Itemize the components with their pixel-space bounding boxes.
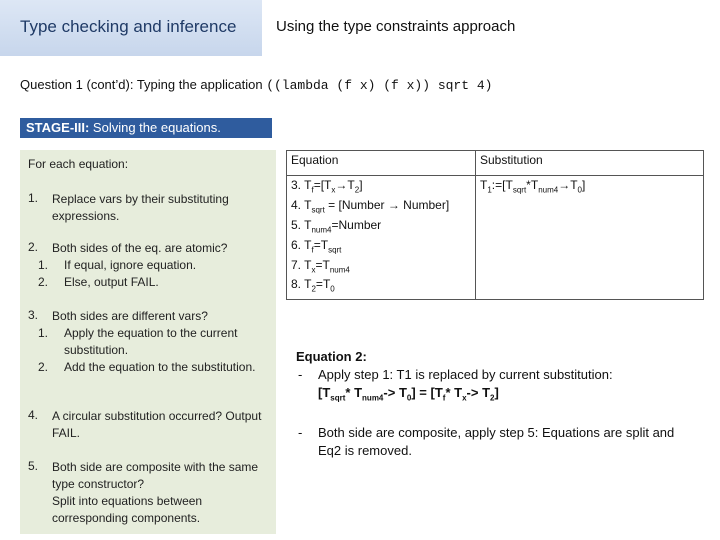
header-left-panel [0,0,262,56]
step-item [28,240,268,291]
step-extra-text: Split into equations between corresponding components. [52,494,203,525]
stage-banner [20,118,272,138]
substep-text: Add the equation to the substitution. [64,360,256,374]
stage-label: STAGE-III: [26,120,90,135]
step-number: 5. [28,459,39,473]
step-text: Both sides are different vars? [52,309,208,323]
table-row [287,176,704,300]
stage-text: Solving the equations. [89,120,221,135]
question-code: ((lambda (f x) (f x)) sqrt 4) [266,78,493,93]
equation2-title: Equation 2: [296,349,367,364]
equation-line: 8. $T_2=T_0$ [291,277,335,294]
equation-line: 5. $T_{num4}=Number$ [291,217,382,235]
question-line [20,77,492,93]
substep-item [38,359,268,376]
substep-text: Apply the equation to the current substitution. [64,326,238,357]
explanation-bullet: - Apply step 1: T1 is replaced by current substitution: [$T_{sqrt}*$ $T_{num4}-> T_0] = [T_f*$ $T_x-> T_2$] [318,366,696,408]
substep-item [38,274,268,291]
equation-column-header: Equation [287,151,476,176]
substitution-line: $T_1:=[T_{sqrt}*T_{num4}\to T_0]$ [480,178,586,195]
substep-text: Else, output FAIL. [64,275,159,289]
substitution-column-header: Substitution [476,151,704,176]
substep-number: 2. [38,360,49,374]
step-item [28,191,268,225]
bullet-text: Both side are composite, apply step 5: Equations are split and Eq2 is removed. [318,424,675,458]
step-text: A circular substitution occurred? Output FAIL. [52,409,262,440]
slide-subtitle: Using the type constraints approach [276,18,516,35]
substep-number: 2. [38,275,49,289]
bullet-text: Apply step 1: T1 is replaced by current substitution: [318,367,613,382]
substep-item [38,257,268,274]
step-number: 3. [28,308,39,322]
step-text: Replace vars by their substituting expressions. [52,192,229,223]
step-text: Both side are composite with the same type constructor? [52,460,259,491]
substep-text: If equal, ignore equation. [64,258,197,272]
equation-line: 3. $T_f=[T_x\to T_2]$ [291,178,363,195]
step-text: Both sides of the eq. are atomic? [52,241,228,255]
equations-cell [287,176,476,300]
substitution-cell [476,176,704,300]
steps-intro: For each equation: [28,157,129,171]
step-item [28,408,268,442]
slide-title: Type checking and inference [20,17,237,36]
equation-line: 7. $T_x=T_{num4}$ [291,257,350,274]
explanation-bullet: - Both side are composite, apply step 5: Equations are split and Eq2 is removed. [298,424,675,458]
equation-line: 4. $T_{sqrt}$ = [Number → Number] [291,197,450,215]
substep-number: 1. [38,326,49,340]
step-number: 4. [28,408,39,422]
slide-header [0,0,720,56]
question-label: Question 1 (cont’d): Typing the application [20,77,263,92]
substep-number: 1. [38,258,49,272]
step-item [28,308,268,376]
algorithm-steps-panel [20,150,276,534]
step-number: 2. [28,240,39,254]
equations-table [286,150,704,300]
step-item [28,459,268,527]
substep-item [38,325,268,359]
equation2-explanation [296,348,696,460]
step-number: 1. [28,191,39,205]
equation2-formula: [$T_{sqrt}*$ $T_{num4}-> T_0] = [T_f*$ $T_x-> T_2$] [318,385,499,403]
table-header-row [287,151,704,176]
equation-line: 6. $T_f=T_{sqrt}$ [291,237,342,255]
